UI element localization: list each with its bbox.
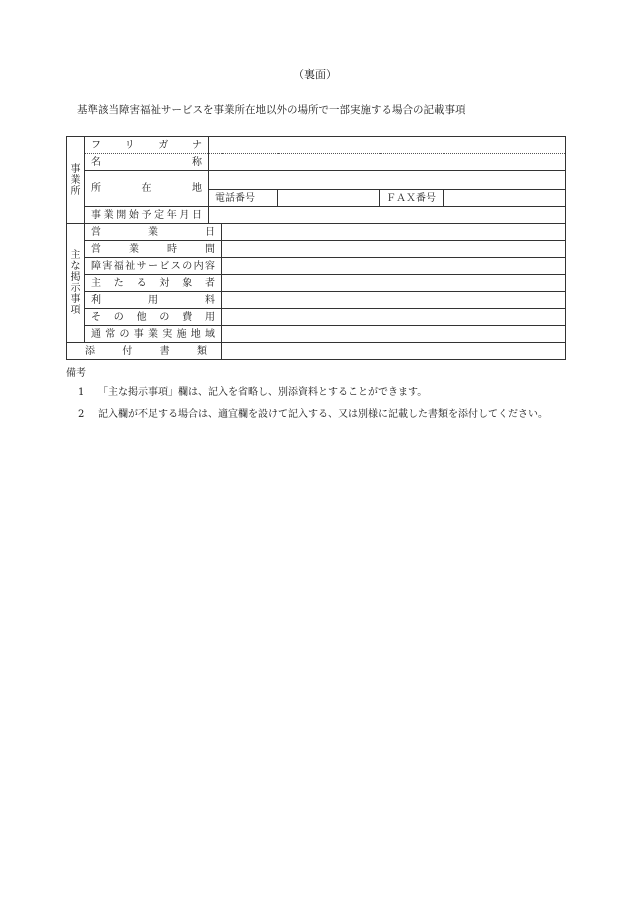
start-date-field[interactable] — [209, 207, 566, 224]
note-item — [78, 405, 548, 420]
furigana-label: フ リ ガ ナ — [85, 137, 209, 154]
notes-title: 備考 — [66, 368, 86, 379]
address-field[interactable] — [209, 171, 566, 190]
note-number: 2 — [78, 409, 85, 420]
main-item-field[interactable] — [222, 326, 566, 343]
notes-section — [66, 364, 548, 427]
attachments-label: 添 付 書 類 — [67, 343, 222, 360]
note-number: 1 — [78, 387, 85, 398]
main-item-field[interactable] — [222, 275, 566, 292]
furigana-field[interactable] — [209, 137, 566, 154]
name-field[interactable] — [209, 154, 566, 171]
attachments-field[interactable] — [222, 343, 566, 360]
form-heading: 基準該当障害福祉サービスを事業所在地以外の場所で一部実施する場合の記載事項 — [77, 104, 466, 116]
phone-label: 電話番号 — [209, 190, 278, 207]
main-item-label: 主 た る 対 象 者 — [85, 275, 222, 292]
main-item-label: そ の 他 の 費 用 — [85, 309, 222, 326]
main-item-field[interactable] — [222, 292, 566, 309]
address-label: 所 在 地 — [85, 171, 209, 207]
office-category-label: 事業所 — [67, 137, 85, 224]
main-item-field[interactable] — [222, 241, 566, 258]
main-item-field[interactable] — [222, 258, 566, 275]
page-title: （裏面） — [293, 68, 337, 81]
phone-field[interactable] — [278, 190, 380, 207]
main-item-field[interactable] — [222, 224, 566, 241]
start-date-label: 事業開始予定年月日 — [85, 207, 209, 224]
note-text: 「主な掲示事項」欄は、記入を省略し、別添資料とすることができます。 — [98, 387, 428, 398]
note-item — [78, 383, 548, 398]
main-item-label: 障害福祉サービスの内容 — [85, 258, 222, 275]
main-item-field[interactable] — [222, 309, 566, 326]
main-items-category-label: 主な掲示事項 — [67, 224, 85, 343]
fax-field[interactable] — [444, 190, 566, 207]
fax-label: ＦＡＸ番号 — [380, 190, 444, 207]
main-item-label: 営 業 日 — [85, 224, 222, 241]
main-item-label: 営 業 時 間 — [85, 241, 222, 258]
note-text: 記入欄が不足する場合は、適宜欄を設けて記入する、又は別様に記載した書類を添付してください。 — [98, 409, 548, 420]
registration-form-table — [66, 136, 566, 360]
name-label: 名 称 — [85, 154, 209, 171]
main-item-label: 利 用 料 — [85, 292, 222, 309]
main-item-label: 通常の事業実施地域 — [85, 326, 222, 343]
